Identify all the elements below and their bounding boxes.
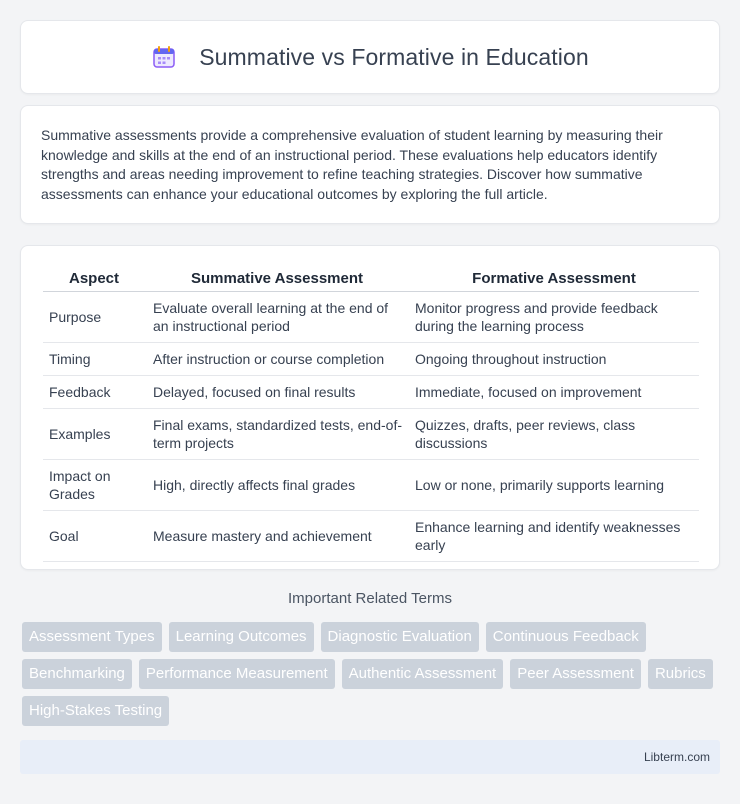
summative-cell: Evaluate overall learning at the end of an instructional period <box>145 292 409 343</box>
term-tag[interactable]: Benchmarking <box>22 659 132 689</box>
comparison-table-card <box>20 245 720 570</box>
formative-cell: Monitor progress and provide feedback during the learning process <box>409 292 699 343</box>
table-row <box>43 292 699 343</box>
term-tag[interactable]: High-Stakes Testing <box>22 696 169 726</box>
formative-cell: Low or none, primarily supports learning <box>409 460 699 511</box>
aspect-cell: Impact on Grades <box>43 460 145 511</box>
term-tag[interactable]: Assessment Types <box>22 622 162 652</box>
table-row <box>43 460 699 511</box>
footer <box>20 740 720 774</box>
related-terms-list <box>22 622 722 726</box>
formative-cell: Enhance learning and identify weaknesses early <box>409 511 699 562</box>
summative-cell: Delayed, focused on final results <box>145 376 409 409</box>
summative-cell: Measure mastery and achievement <box>145 511 409 562</box>
table-header-row <box>43 266 699 292</box>
term-tag[interactable]: Continuous Feedback <box>486 622 646 652</box>
aspect-cell: Goal <box>43 511 145 562</box>
title-card <box>20 20 720 94</box>
page-title: Summative vs Formative in Education <box>199 43 589 70</box>
formative-cell: Immediate, focused on improvement <box>409 376 699 409</box>
intro-text: Summative assessments provide a comprehensive evaluation of student learning by measuring their knowledge and skills at the end of an instructional period. These evaluations help educators identify strengths and areas needing improvement to refine teaching strategies. Discover how summative assessments can enhance your educational outcomes by exploring the full article. <box>41 127 663 202</box>
formative-cell: Ongoing throughout instruction <box>409 343 699 376</box>
formative-cell: Quizzes, drafts, peer reviews, class discussions <box>409 409 699 460</box>
table-row <box>43 376 699 409</box>
table-row <box>43 409 699 460</box>
aspect-cell: Timing <box>43 343 145 376</box>
aspect-cell: Feedback <box>43 376 145 409</box>
summative-cell: Final exams, standardized tests, end-of-term projects <box>145 409 409 460</box>
summative-cell: High, directly affects final grades <box>145 460 409 511</box>
table-row <box>43 343 699 376</box>
footer-site-link[interactable]: Libterm.com <box>643 750 710 764</box>
header-summative: Summative Assessment <box>145 266 409 292</box>
term-tag[interactable]: Learning Outcomes <box>169 622 314 652</box>
term-tag[interactable]: Performance Measurement <box>139 659 335 689</box>
header-aspect: Aspect <box>43 266 145 292</box>
calendar-icon <box>151 44 177 70</box>
related-terms-title: Important Related Terms <box>288 590 452 607</box>
summative-cell: After instruction or course completion <box>145 343 409 376</box>
table-row <box>43 511 699 562</box>
comparison-table <box>43 266 699 562</box>
term-tag[interactable]: Peer Assessment <box>510 659 641 689</box>
aspect-cell: Examples <box>43 409 145 460</box>
term-tag[interactable]: Authentic Assessment <box>342 659 504 689</box>
term-tag[interactable]: Diagnostic Evaluation <box>321 622 479 652</box>
term-tag[interactable]: Rubrics <box>648 659 713 689</box>
header-formative: Formative Assessment <box>409 266 699 292</box>
aspect-cell: Purpose <box>43 292 145 343</box>
intro-card <box>20 105 720 224</box>
